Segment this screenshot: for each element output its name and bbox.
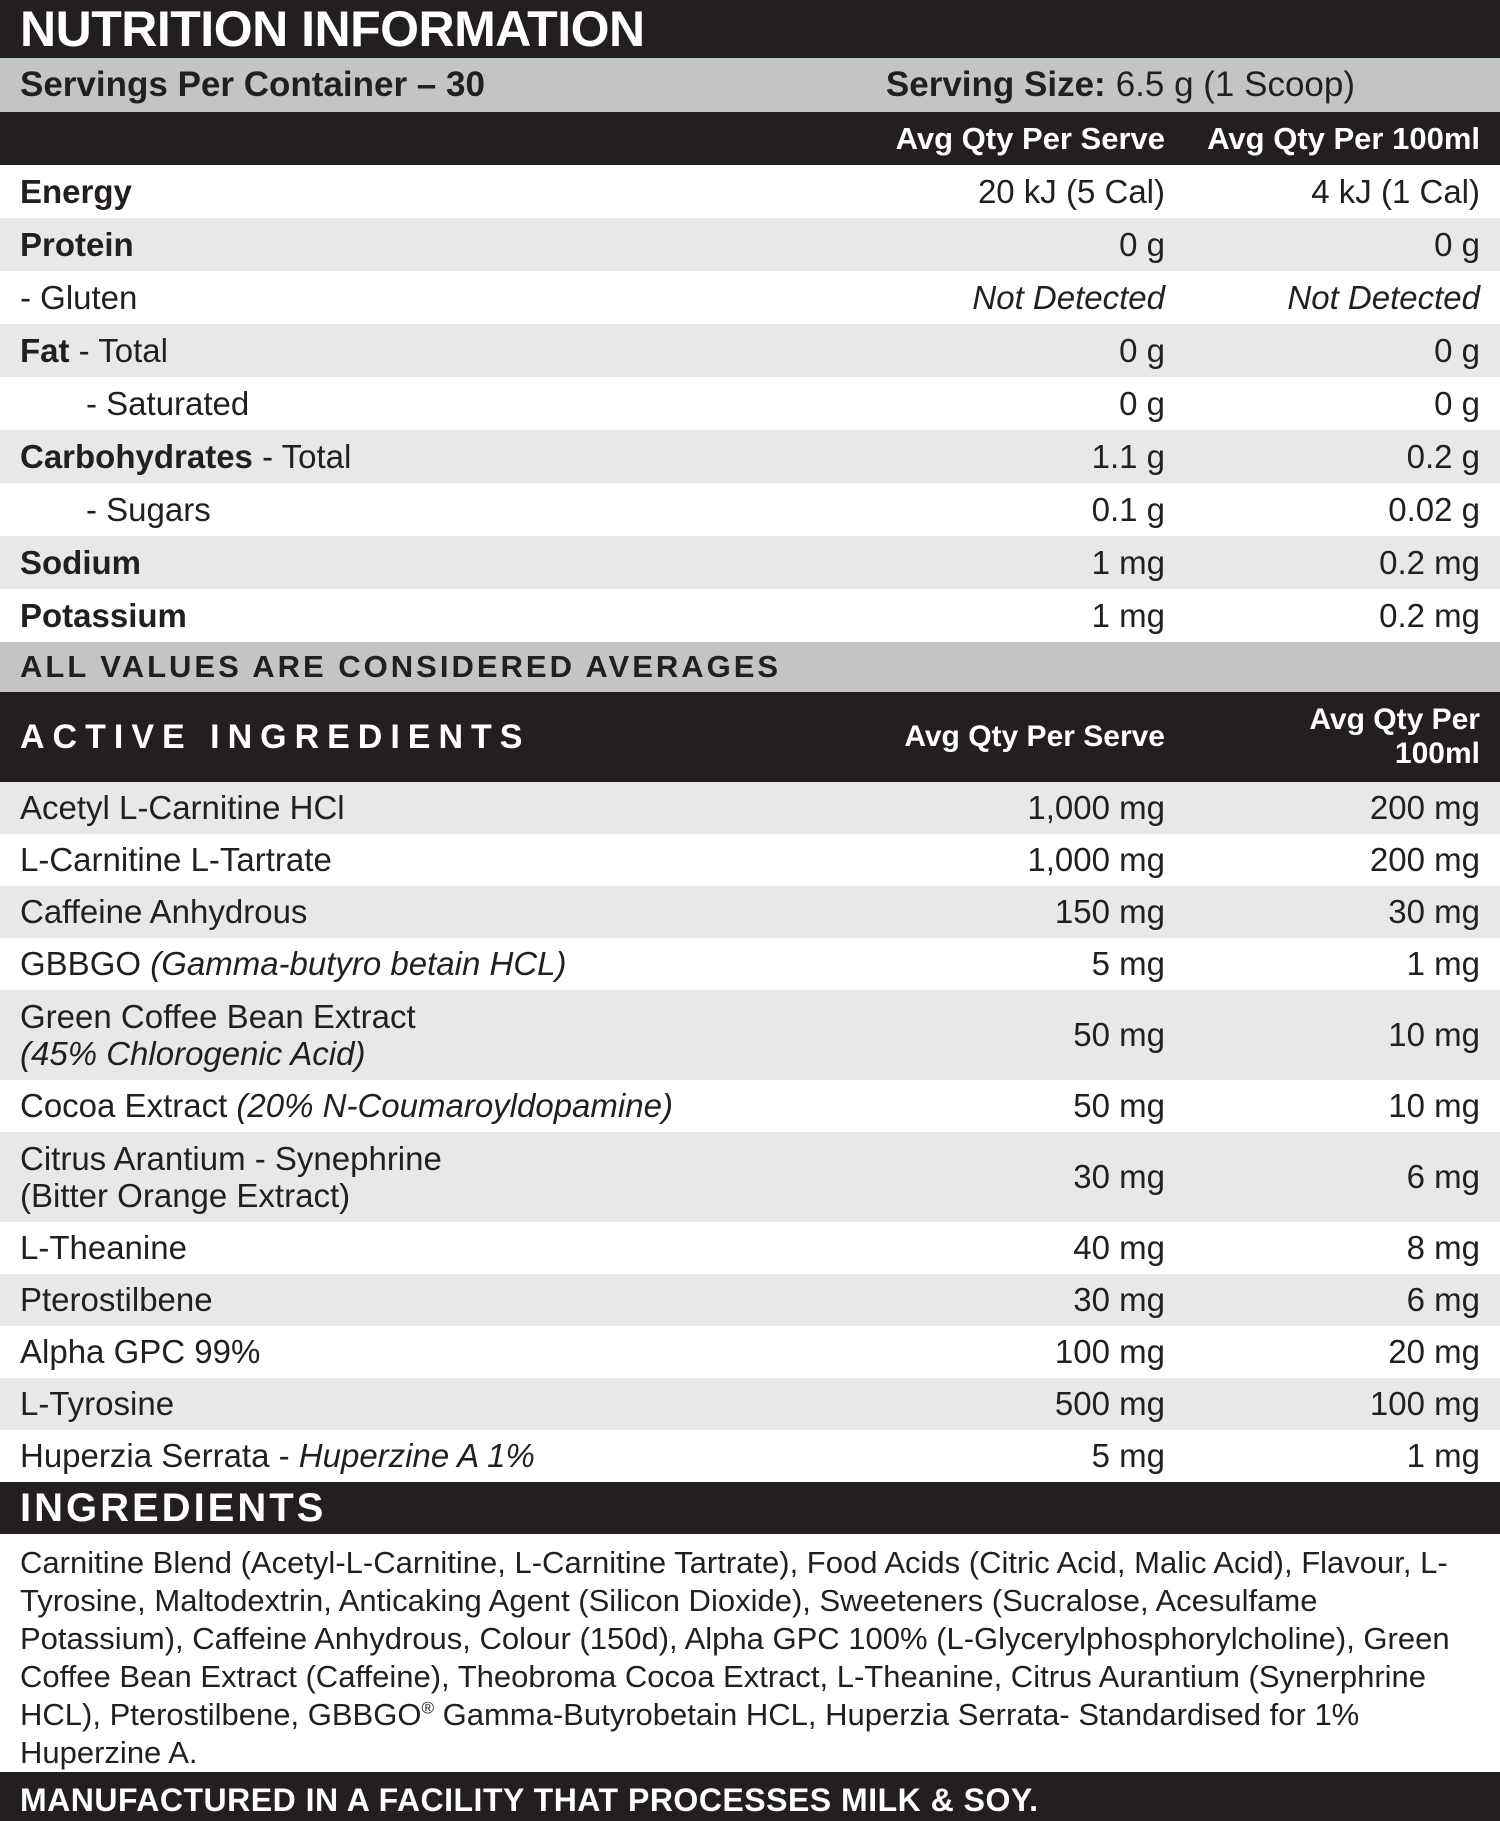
nutrition-row (0, 165, 1500, 218)
row-label: Fat - Total (20, 331, 168, 369)
row-value-per-serve: Not Detected (972, 278, 1165, 316)
row-value-per-serve: 0 g (1119, 225, 1165, 263)
row-value-per-100ml: 0.02 g (1388, 490, 1480, 528)
row-value-per-100ml: 4 kJ (1 Cal) (1311, 172, 1480, 210)
row-value-per-100ml: 10 mg (1388, 1087, 1480, 1124)
active-col-header-per-serve: Avg Qty Per Serve (904, 720, 1165, 754)
row-label: GBBGO (Gamma-butyro betain HCL) (20, 945, 567, 983)
active-col-header-per-100ml-line1: Avg Qty Per (1309, 703, 1480, 737)
active-ingredient-row (0, 1222, 1500, 1274)
nutrition-row (0, 589, 1500, 642)
active-ingredients-table (0, 782, 1500, 1482)
row-value-per-serve: 20 kJ (5 Cal) (977, 172, 1165, 210)
page-title: NUTRITION INFORMATION (20, 1, 645, 57)
row-label: Energy (20, 172, 132, 210)
row-value-per-serve: 5 mg (1091, 1437, 1165, 1474)
avg-note-text: ALL VALUES ARE CONSIDERED AVERAGES (20, 649, 782, 684)
row-value-per-serve: 0 g (1119, 331, 1165, 369)
row-value-per-serve: 500 mg (1054, 1385, 1165, 1422)
active-col-header-per-100ml (1180, 703, 1500, 770)
nutrition-table (0, 165, 1500, 642)
row-value-per-100ml: 100 mg (1369, 1385, 1480, 1422)
servings-bar (0, 58, 1500, 112)
row-value-per-serve: 1,000 mg (1027, 841, 1165, 878)
row-label: Alpha GPC 99% (20, 1333, 261, 1371)
nutrition-row (0, 271, 1500, 324)
active-ingredient-row (0, 1326, 1500, 1378)
row-label: Potassium (20, 596, 187, 634)
row-value-per-100ml: 20 mg (1388, 1333, 1480, 1370)
row-value-per-serve: 100 mg (1054, 1333, 1165, 1370)
active-ingredient-row (0, 990, 1500, 1080)
serving-size-value: 6.5 g (1 Scoop) (1115, 65, 1355, 104)
row-value-per-serve: 1,000 mg (1027, 789, 1165, 826)
row-value-per-serve: 0 g (1119, 384, 1165, 422)
row-value-per-100ml: 8 mg (1406, 1229, 1480, 1266)
row-value-per-serve: 150 mg (1054, 893, 1165, 930)
col-header-per-100ml: Avg Qty Per 100ml (1207, 120, 1480, 156)
row-value-per-100ml: 0.2 mg (1379, 543, 1480, 581)
active-ingredient-row (0, 834, 1500, 886)
row-value-per-100ml: 0.2 g (1406, 437, 1480, 475)
row-value-per-100ml: 10 mg (1388, 1016, 1480, 1053)
row-value-per-100ml: 6 mg (1406, 1281, 1480, 1318)
avg-note-bar (0, 642, 1500, 692)
row-label: L-Theanine (20, 1229, 187, 1267)
row-label: Huperzia Serrata - Huperzine A 1% (20, 1437, 535, 1475)
servings-per-container: Servings Per Container – 30 (20, 65, 485, 104)
row-value-per-serve: 50 mg (1073, 1016, 1165, 1053)
row-label: Citrus Arantium - Synephrine (Bitter Orange Extract) (20, 1139, 442, 1214)
active-ingredient-row (0, 1430, 1500, 1482)
row-value-per-100ml: 0 g (1434, 331, 1480, 369)
row-value-per-100ml: 200 mg (1369, 841, 1480, 878)
row-label: Pterostilbene (20, 1281, 213, 1319)
row-label: - Sugars (86, 490, 211, 528)
row-value-per-serve: 1 mg (1091, 596, 1165, 634)
row-value-per-100ml: 6 mg (1406, 1158, 1480, 1195)
active-ingredients-header (0, 692, 1500, 782)
row-value-per-100ml: 0 g (1434, 384, 1480, 422)
nutrition-row (0, 324, 1500, 377)
col-header-per-serve: Avg Qty Per Serve (895, 120, 1165, 156)
ingredients-paragraph: Carnitine Blend (Acetyl-L-Carnitine, L-Carnitine Tartrate), Food Acids (Citric Acid, Malic Acid), Flavour, L-Tyrosine, Maltodextrin, Anticaking Agent (Silicon Dioxide), Sweeteners (Sucralose, Acesulfame Potassium), Caffeine Anhydrous, Colour (150d), Alpha GPC 100% (L-Glycerylphosphorylcholine), Green Coffee Bean Extract (Caffeine), Theobroma Cocoa Extract, L-Theanine, Citrus Aurantium (Synerphrine HCL), Pterostilbene, GBBGO® Gamma-Butyrobetain HCL, Huperzia Serrata- Standardised for 1% Huperzine A. (20, 1545, 1450, 1770)
row-label: Green Coffee Bean Extract (45% Chlorogenic Acid) (20, 997, 416, 1072)
row-label: - Saturated (86, 384, 250, 422)
row-value-per-serve: 30 mg (1073, 1281, 1165, 1318)
row-value-per-serve: 1.1 g (1091, 437, 1165, 475)
active-ingredient-row (0, 782, 1500, 834)
row-value-per-100ml: 0 g (1434, 225, 1480, 263)
row-value-per-serve: 5 mg (1091, 945, 1165, 982)
active-ingredient-row (0, 1378, 1500, 1430)
row-value-per-serve: 1 mg (1091, 543, 1165, 581)
nutrition-row (0, 377, 1500, 430)
row-value-per-serve: 30 mg (1073, 1158, 1165, 1195)
column-header-bar (0, 112, 1500, 165)
row-label: L-Carnitine L-Tartrate (20, 841, 332, 879)
serving-size (886, 65, 1355, 105)
row-value-per-100ml: 0.2 mg (1379, 596, 1480, 634)
row-label: Protein (20, 225, 134, 263)
active-ingredients-title: ACTIVE INGREDIENTS (20, 717, 531, 756)
row-value-per-serve: 50 mg (1073, 1087, 1165, 1124)
active-col-header-per-100ml-line2: 100ml (1394, 737, 1480, 770)
active-ingredient-row (0, 1080, 1500, 1132)
active-ingredient-row (0, 1132, 1500, 1222)
row-label: Cocoa Extract (20% N-Coumaroyldopamine) (20, 1087, 673, 1125)
row-label: L-Tyrosine (20, 1385, 175, 1423)
row-label: Caffeine Anhydrous (20, 893, 308, 931)
row-label: - Gluten (20, 278, 138, 316)
nutrition-title-bar (0, 0, 1500, 58)
row-label: Sodium (20, 543, 141, 581)
row-value-per-100ml: 1 mg (1406, 945, 1480, 982)
row-value-per-100ml: 1 mg (1406, 1437, 1480, 1474)
ingredients-title: INGREDIENTS (20, 1485, 327, 1530)
allergen-footer-bar (0, 1772, 1500, 1821)
nutrition-row (0, 536, 1500, 589)
nutrition-row (0, 430, 1500, 483)
row-label: Acetyl L-Carnitine HCl (20, 789, 345, 827)
row-value-per-100ml: 30 mg (1388, 893, 1480, 930)
row-value-per-serve: 40 mg (1073, 1229, 1165, 1266)
serving-size-label: Serving Size: (885, 65, 1106, 104)
nutrition-row (0, 218, 1500, 271)
row-value-per-100ml: Not Detected (1287, 278, 1480, 316)
active-ingredient-row (0, 886, 1500, 938)
nutrition-row (0, 483, 1500, 536)
row-label: Carbohydrates - Total (20, 437, 352, 475)
allergen-text: MANUFACTURED IN A FACILITY THAT PROCESSES MILK & SOY. (20, 1781, 1039, 1818)
active-ingredient-row (0, 1274, 1500, 1326)
ingredients-header (0, 1482, 1500, 1534)
row-value-per-100ml: 200 mg (1369, 789, 1480, 826)
active-ingredient-row (0, 938, 1500, 990)
row-value-per-serve: 0.1 g (1091, 490, 1165, 528)
